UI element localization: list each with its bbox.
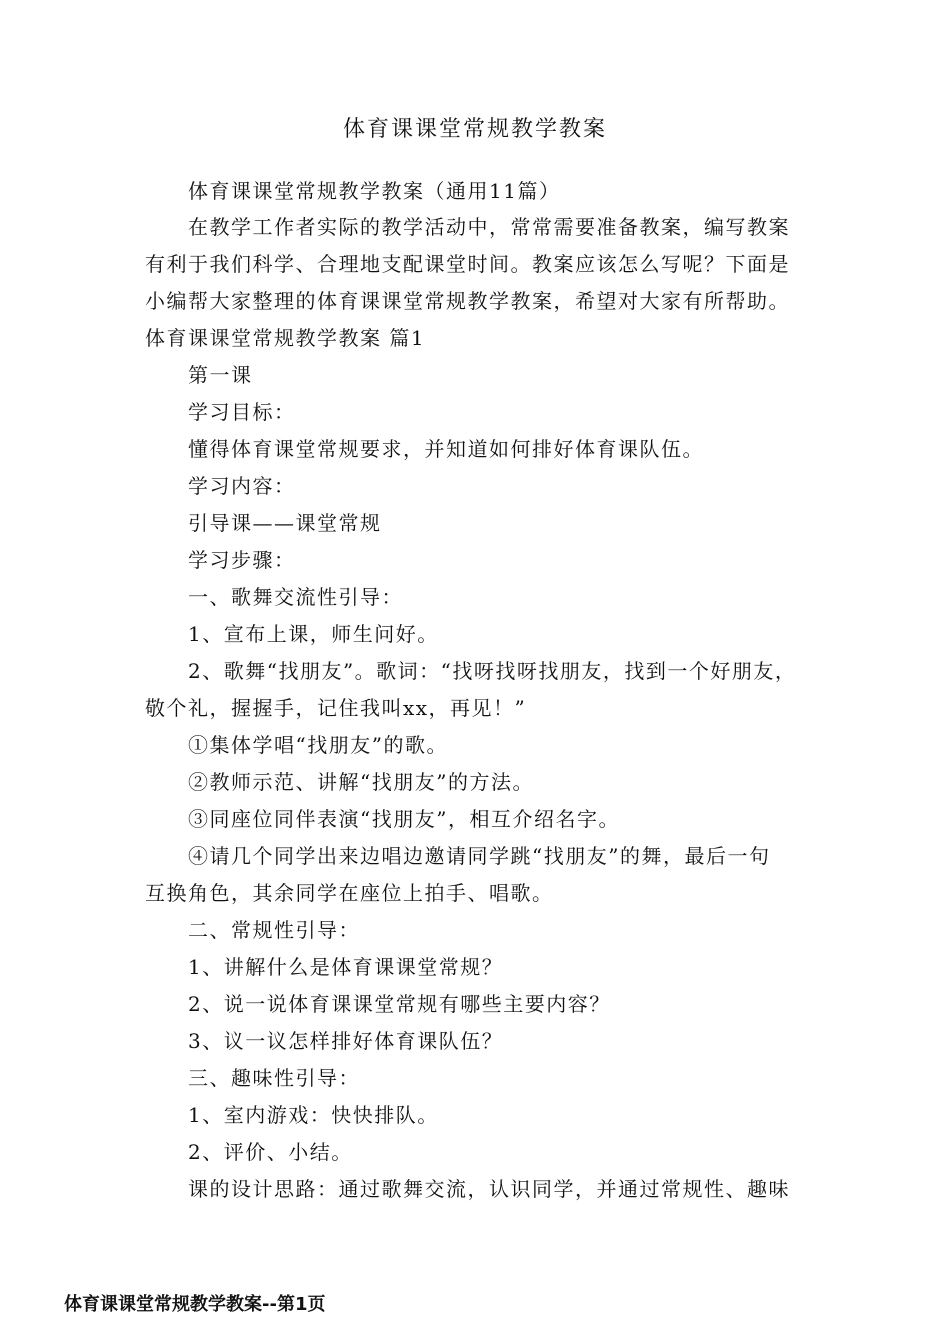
section-heading: 体育课课堂常规教学教案 篇1 (145, 326, 426, 350)
body-line: 第一课 (188, 363, 253, 387)
body-line: 在教学工作者实际的教学活动中，常常需要准备教案，编写教案 (188, 215, 790, 239)
subtitle-line: 体育课课堂常规教学教案（通用11篇） (188, 179, 561, 203)
body-line: 学习内容： (188, 474, 296, 498)
body-line: 二、常规性引导： (188, 918, 360, 942)
body-line: 1、讲解什么是体育课课堂常规？ (188, 955, 504, 979)
body-line: 学习目标： (188, 400, 296, 424)
body-line: ①集体学唱“找朋友”的歌。 (188, 733, 448, 757)
body-line: 引导课——课堂常规 (188, 511, 382, 535)
body-line: ③同座位同伴表演“找朋友”，相互介绍名字。 (188, 807, 620, 831)
body-line: 课的设计思路：通过歌舞交流，认识同学，并通过常规性、趣味 (188, 1177, 790, 1201)
body-line: 小编帮大家整理的体育课课堂常规教学教案，希望对大家有所帮助。 (145, 289, 790, 313)
body-line: 一、歌舞交流性引导： (188, 585, 403, 609)
body-line: 2、歌舞“找朋友”。歌词：“找呀找呀找朋友，找到一个好朋友， (188, 659, 797, 683)
body-line: 3、议一议怎样排好体育课队伍？ (188, 1029, 504, 1053)
body-line: ②教师示范、讲解“找朋友”的方法。 (188, 770, 534, 794)
body-line: 1、室内游戏：快快排队。 (188, 1103, 439, 1127)
body-line: 三、趣味性引导： (188, 1066, 360, 1090)
body-line: 敬个礼，握握手，记住我叫xx，再见！” (145, 696, 527, 720)
body-line: 2、说一说体育课课堂常规有哪些主要内容？ (188, 992, 611, 1016)
document-title: 体育课课堂常规教学教案 (342, 117, 607, 142)
body-line: 有利于我们科学、合理地支配课堂时间。教案应该怎么写呢？下面是 (145, 252, 790, 276)
body-line: ④请几个同学出来边唱边邀请同学跳“找朋友”的舞，最后一句 (188, 844, 771, 868)
body-line: 学习步骤： (188, 548, 296, 572)
body-line: 2、评价、小结。 (188, 1140, 353, 1164)
body-line: 懂得体育课堂常规要求，并知道如何排好体育课队伍。 (188, 437, 704, 461)
body-line: 1、宣布上课，师生问好。 (188, 622, 439, 646)
body-line: 互换角色，其余同学在座位上拍手、唱歌。 (145, 881, 554, 905)
page-footer: 体育课课堂常规教学教案--第1页 (64, 1294, 326, 1315)
